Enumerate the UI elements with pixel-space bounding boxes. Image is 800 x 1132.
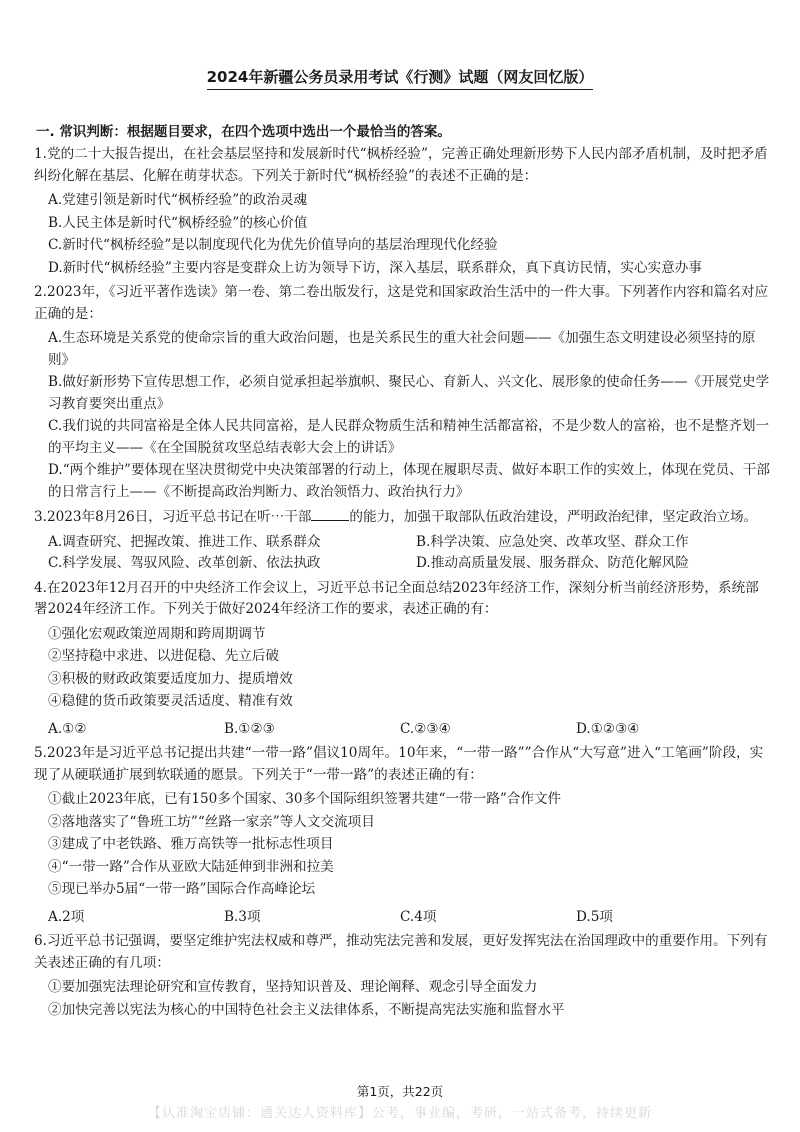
question-6-item: ①要加强宪法理论研究和宣传教育，坚持知识普及、理论阐释、观念引导全面发力	[48, 979, 538, 995]
question-4-stem: 4.在2023年12月召开的中央经济工作会议上，习近平总书记全面总结2023年经济工作，深刻分析当前经济形势，系统部署2024年经济工作。下列关于做好2024年经济工作的要求，表述正确的有：	[34, 579, 759, 617]
question-2	[34, 282, 770, 503]
title-text: 2024年新疆公务员录用考试《行测》试题（网友回忆版）	[207, 68, 594, 90]
question-5-item: ④“一带一路”合作从亚欧大陆延伸到非洲和拉美	[48, 858, 334, 875]
question-2-option-d: D.“两个维护”要体现在坚决贯彻党中央决策部署的行动上，体现在履职尽责、做好本职工作的实效上，体现在党员、干部的日常言行上——《不断提高政治判断力、政治领悟力、政治执行力》	[48, 462, 770, 500]
question-1	[34, 144, 770, 279]
question-5-item: ②落地落实了“鲁班工坊”“丝路一家亲”等人文交流项目	[48, 813, 375, 830]
question-4-option-c: C.②③④	[400, 720, 451, 737]
document-title	[0, 66, 800, 87]
question-4-item: ③积极的财政政策要适度加力、提质增效	[48, 670, 293, 687]
question-3-stem-before: 3.2023年8月26日，习近平总书记在听⋯干部	[34, 509, 312, 525]
question-1-option-d: D.新时代“枫桥经验”主要内容是变群众上访为领导下访，深入基层，联系群众，真下真访民情，实心实意办事	[48, 259, 702, 276]
question-3-stem	[34, 506, 770, 529]
question-5-option-b: B.3项	[224, 908, 261, 925]
question-4-option-a: A.①②	[48, 720, 87, 737]
question-4	[34, 578, 770, 741]
watermark: 【认准淘宝店铺：通关达人资料库】公考，事业编，考研，一站式备考，持续更新	[147, 1106, 652, 1121]
question-5	[34, 743, 770, 928]
question-2-option-a: A.生态环境是关系党的使命宗旨的重大政治问题，也是关系民生的重大社会问题——《加强生态文明建设必须坚持的原则》	[48, 330, 756, 368]
page-number: 第1页，共22页	[356, 1084, 444, 1099]
question-2-option-b: B.做好新形势下宣传思想工作，必须自觉承担起举旗帜、聚民心、育新人、兴文化、展形象的使命任务——《开展党史学习教育要突出重点》	[48, 374, 770, 412]
question-6-stem: 6.习近平总书记强调，要坚定维护宪法权威和尊严，推动宪法完善和发展，更好发挥宪法在治国理政中的重要作用。下列有关表述正确的有几项：	[34, 933, 768, 971]
question-3	[34, 506, 770, 575]
question-3-stem-after: 的能力，加强干取部队伍政治建设，严明政治纪律，坚定政治立场。	[349, 509, 758, 525]
answer-blank	[311, 506, 349, 521]
question-4-options	[48, 719, 770, 741]
question-3-options	[48, 532, 770, 575]
question-1-option-b: B.人民主体是新时代“枫桥经验”的核心价值	[48, 214, 308, 231]
question-4-item: ①强化宏观政策逆周期和跨周期调节	[48, 625, 266, 642]
question-3-option-d: D.推动高质量发展、服务群众、防范化解风险	[416, 555, 690, 571]
question-6	[34, 931, 770, 1021]
question-6-item: ②加快完善以宪法为核心的中国特色社会主义法律体系，不断提高宪法实施和监督水平	[48, 1001, 565, 1018]
question-5-option-d: D.5项	[576, 908, 613, 925]
section-header: 一. 常识判断：根据题目要求，在四个选项中选出一个最恰当的答案。	[36, 124, 451, 140]
question-3-option-c: C.科学发展、驾驭风险、改革创新、依法执政	[48, 555, 321, 571]
question-5-option-a: A.2项	[48, 908, 85, 925]
question-5-options	[48, 907, 770, 929]
question-4-item: ②坚持稳中求进、以进促稳、先立后破	[48, 648, 280, 664]
question-5-option-c: C.4项	[400, 908, 437, 925]
question-1-option-a: A.党建引领是新时代“枫桥经验”的政治灵魂	[48, 192, 308, 208]
question-4-option-b: B.①②③	[224, 720, 275, 737]
question-4-option-d: D.①②③④	[576, 720, 640, 737]
question-5-item: ①截止2023年底，已有150多个国家、30多个国际组织签署共建“一带一路”合作文件	[48, 791, 562, 807]
question-5-stem: 5.2023年是习近平总书记提出共建“一带一路”倡议10周年。10年来，“一带一路””合作从“大写意”进入“工笔画”阶段，实现了从硬联通扩展到软联通的愿景。下列关于“一带一路”的表述正确的有：	[34, 745, 764, 783]
question-4-item: ④稳健的货币政策要灵活适度、精准有效	[48, 693, 293, 709]
questions-content	[34, 144, 770, 1024]
question-2-stem: 2.2023年，《习近平著作选读》第一卷、第二卷出版发行，这是党和国家政治生活中的一件大事。下列著作内容和篇名对应正确的是：	[34, 284, 769, 322]
question-2-option-c: C.我们说的共同富裕是全体人民共同富裕，是人民群众物质生活和精神生活都富裕，不是少数人的富裕，也不是整齐划一的平均主义——《在全国脱贫攻坚总结表彰大会上的讲话》	[48, 418, 770, 456]
question-5-item: ③建成了中老铁路、雅万高铁等一批标志性项目	[48, 836, 334, 852]
question-3-option-b: B.科学决策、应急处突、改革攻坚、群众工作	[416, 533, 689, 550]
question-1-option-c: C.新时代“枫桥经验”是以制度现代化为优先价值导向的基层治理现代化经验	[48, 237, 498, 253]
question-5-item: ⑤现已举办5届“一带一路”国际合作高峰论坛	[48, 881, 316, 897]
question-3-option-a: A.调查研究、把握改策、推进工作、联系群众	[48, 533, 321, 550]
question-1-stem: 1.党的二十大报告提出，在社会基层坚持和发展新时代“枫桥经验”，完善正确处理新形势下人民内部矛盾机制，及时把矛盾纠纷化解在基层、化解在萌芽状态。下列关于新时代“枫桥经验”的表述不正确的是：	[34, 146, 768, 184]
